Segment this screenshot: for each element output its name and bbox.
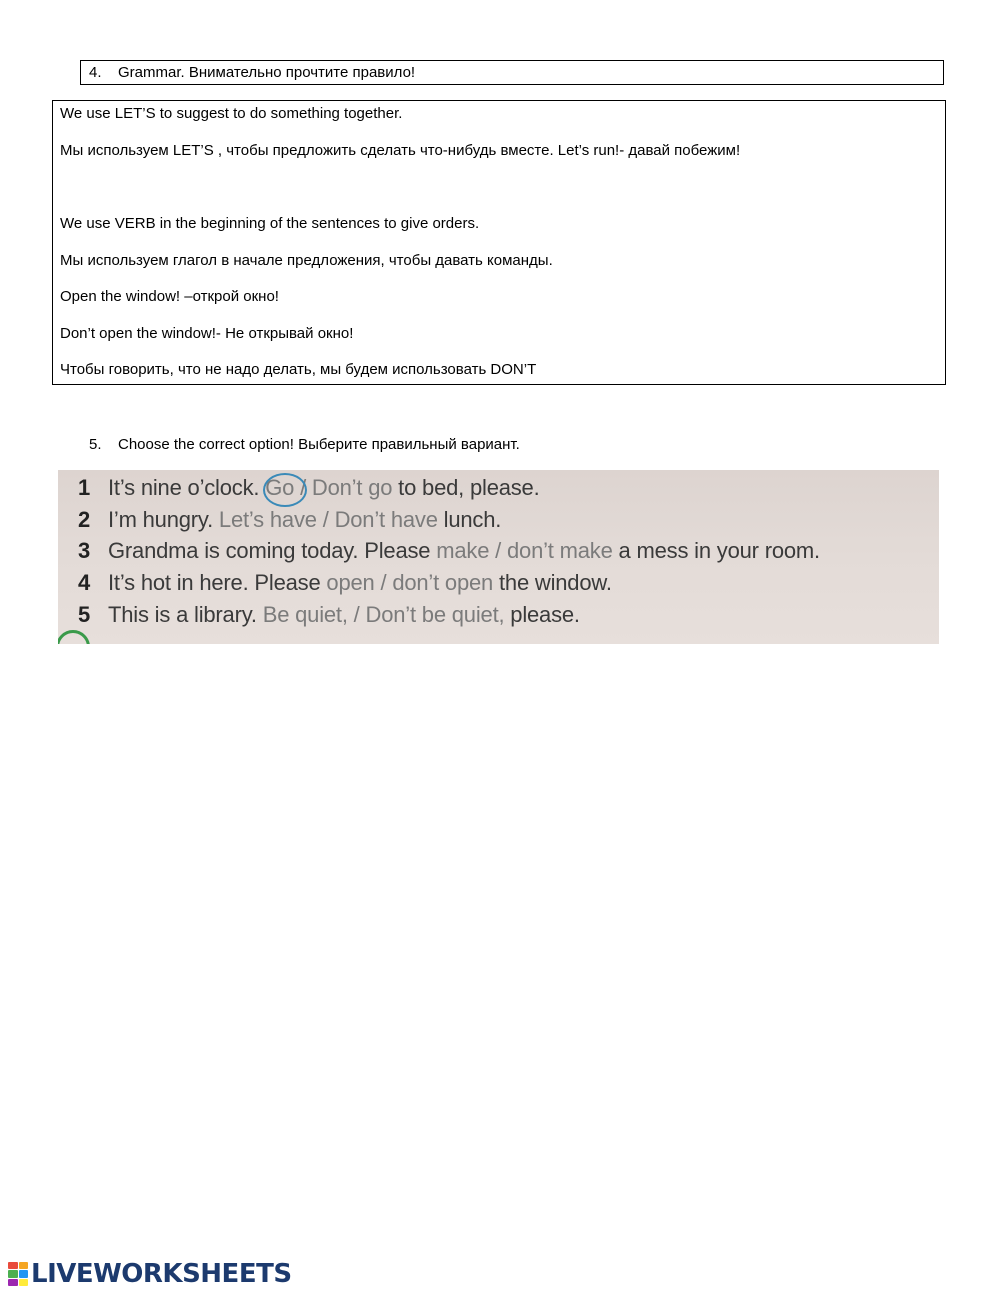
logo-block <box>8 1262 18 1269</box>
exercise-item-3 <box>78 538 820 564</box>
option-separator: / <box>294 475 312 500</box>
option-2[interactable]: Don’t be quiet, <box>365 602 505 627</box>
task5-heading <box>89 436 520 453</box>
option-separator: / <box>347 602 366 627</box>
rule-line: Чтобы говорить, что не надо делать, мы будем использовать DON’T <box>60 361 537 378</box>
item-text-before: I’m hungry. <box>108 507 219 532</box>
option-separator: / <box>316 507 335 532</box>
item-text-after: the window. <box>493 570 612 595</box>
option-2[interactable]: Don’t go <box>311 475 393 500</box>
logo-block <box>19 1270 29 1277</box>
rule-line: Мы используем LET’S , чтобы предложить сделать что-нибудь вместе. Let’s run!- давай побежим! <box>60 142 741 159</box>
option-1[interactable]: open <box>326 570 375 595</box>
logo-block <box>19 1262 29 1269</box>
logo-block <box>19 1279 29 1286</box>
answer-circle-mark <box>263 473 307 507</box>
green-circle-icon <box>58 630 90 644</box>
option-1[interactable]: Be quiet, <box>262 602 348 627</box>
option-1[interactable]: Let’s have <box>218 507 317 532</box>
option-separator: / <box>374 570 393 595</box>
exercise-item-1 <box>78 475 540 501</box>
task4-title: Grammar. Внимательно прочтите правило! <box>118 64 416 81</box>
grammar-rules-box <box>52 100 946 385</box>
item-text-after: please. <box>504 602 580 627</box>
rule-line: Open the window! –открой окно! <box>60 288 279 305</box>
exercise-item-2 <box>78 507 501 533</box>
exercise-item-4 <box>78 570 612 596</box>
option-separator: / <box>489 538 507 563</box>
logo-block <box>8 1279 18 1286</box>
item-number: 5 <box>78 602 91 627</box>
option-1[interactable]: make <box>436 538 490 563</box>
item-number: 1 <box>78 475 91 500</box>
task4-heading-box <box>80 60 944 85</box>
item-text-before: Grandma is coming today. Please <box>108 538 437 563</box>
logo-blocks-icon <box>8 1262 28 1286</box>
item-text-before: It’s nine o’clock. <box>108 475 266 500</box>
task5-number: 5. <box>89 436 102 453</box>
logo-block <box>8 1270 18 1277</box>
task5-title: Choose the correct option! Выберите правильный вариант. <box>118 436 520 453</box>
option-2[interactable]: don’t open <box>392 570 494 595</box>
task4-number: 4. <box>89 64 102 81</box>
logo-text: LIVEWORKSHEETS <box>31 1259 292 1289</box>
exercise-item-5 <box>78 602 580 628</box>
rule-line: We use LET’S to suggest to do something together. <box>60 105 403 122</box>
item-text-before: It’s hot in here. Please <box>108 570 327 595</box>
item-text-after: to bed, please. <box>392 475 540 500</box>
item-text-after: a mess in your room. <box>612 538 820 563</box>
item-text-after: lunch. <box>437 507 502 532</box>
option-2[interactable]: don’t make <box>507 538 613 563</box>
option-2[interactable]: Don’t have <box>334 507 438 532</box>
exercise-photo <box>58 470 939 644</box>
rule-line: We use VERB in the beginning of the sentences to give orders. <box>60 215 480 232</box>
item-number: 3 <box>78 538 91 563</box>
liveworksheets-logo <box>8 1259 292 1289</box>
rule-line: Don’t open the window!- Не открывай окно! <box>60 325 354 342</box>
item-number: 4 <box>78 570 91 595</box>
item-number: 2 <box>78 507 91 532</box>
option-1[interactable]: Go <box>265 475 295 500</box>
rule-line: Мы используем глагол в начале предложения, чтобы давать команды. <box>60 252 553 269</box>
item-text-before: This is a library. <box>108 602 263 627</box>
